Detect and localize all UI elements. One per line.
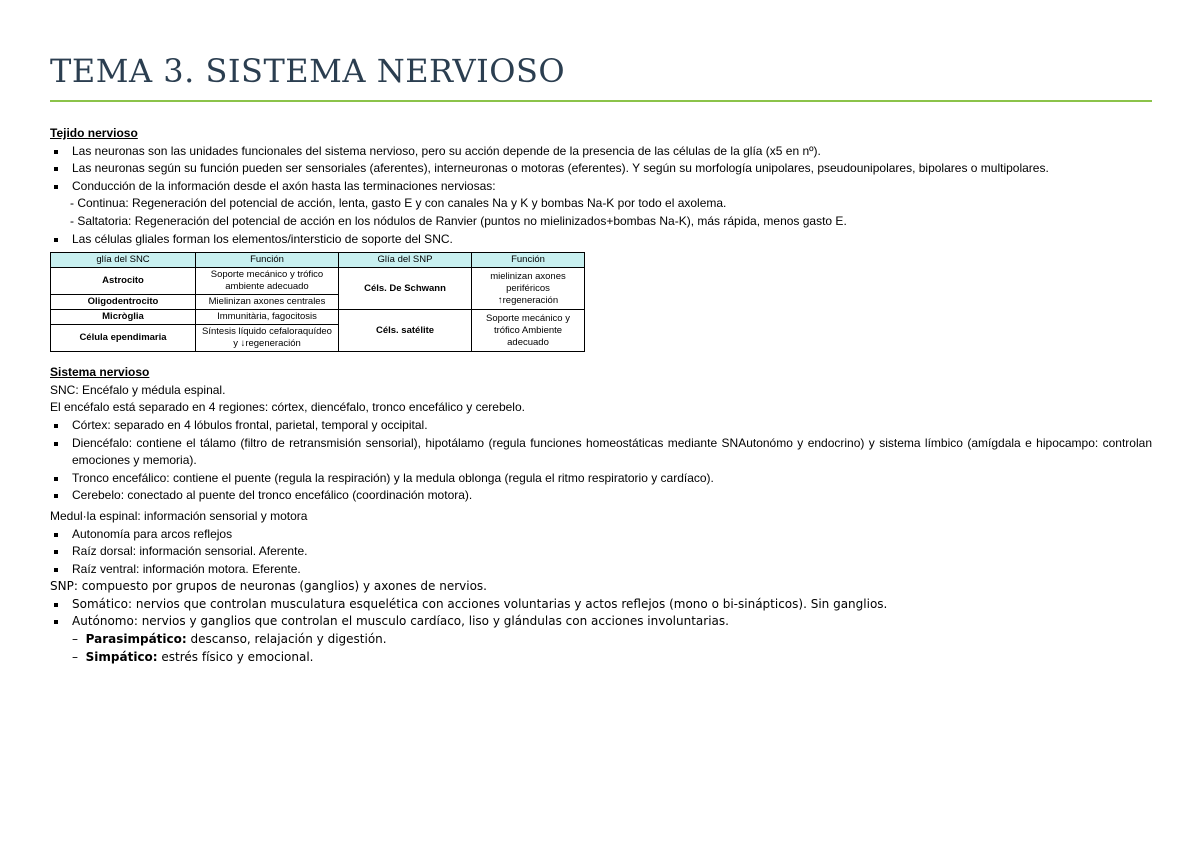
snp-list — [50, 596, 1152, 631]
dash-mark: – — [72, 649, 78, 664]
table-cell: Immunitària, fagocitosis — [196, 310, 339, 325]
parasimpatico-label: Parasimpático: — [85, 632, 187, 647]
document-body — [50, 125, 1152, 666]
table-cell: mielinizan axones periféricos ↑regeneración — [472, 268, 585, 310]
list-item: Autónomo: nervios y ganglios que controlan el musculo cardíaco, liso y glándulas con acciones involuntarias. — [50, 613, 1152, 631]
table-cell: Micròglia — [51, 310, 196, 325]
list-item — [50, 631, 1152, 649]
autonomo-list — [50, 631, 1152, 666]
table-cell: Astrocito — [51, 268, 196, 295]
list-item: Las neuronas son las unidades funcionales del sistema nervioso, pero su acción depende de la presencia de las células de la glía (x5 en nº). — [50, 143, 1152, 161]
table-header: Función — [196, 253, 339, 268]
list-item: - Continua: Regeneración del potencial de acción, lenta, gasto E y con canales Na y K y bombas Na-K por todo el axolema. — [70, 196, 727, 211]
table-cell: Céls. De Schwann — [339, 268, 472, 310]
table-header: Función — [472, 253, 585, 268]
medula-list — [50, 526, 1152, 579]
list-item: Raíz ventral: información motora. Eferente. — [50, 561, 1152, 579]
list-item: Raíz dorsal: información sensorial. Aferente. — [50, 543, 1152, 561]
tejido-list — [50, 143, 1152, 196]
table-cell: Soporte mecánico y trófico Ambiente adecuado — [472, 310, 585, 352]
tejido-list-2 — [50, 231, 1152, 249]
table-header: glía del SNC — [51, 253, 196, 268]
list-item: Autonomía para arcos reflejos — [50, 526, 1152, 544]
list-item: Conducción de la información desde el axón hasta las terminaciones nerviosas: — [50, 178, 1152, 196]
list-item: Somático: nervios que controlan musculatura esquelética con acciones voluntarias y actos reflejos (mono o bi-sinápticos). Sin ganglios. — [50, 596, 1152, 614]
list-item: Cerebelo: conectado al puente del tronco encefálico (coordinación motora). — [50, 487, 1152, 505]
list-item: Diencéfalo: contiene el tálamo (filtro de retransmisión sensorial), hipotálamo (regula funciones homeostáticas mediante SNAutonómo y endocrino) y sistema límbico (amígdala e hipocampo: controlan emociones y memoria). — [50, 435, 1152, 470]
encefalo-list — [50, 417, 1152, 505]
conduction-list — [50, 195, 1152, 230]
list-item: Tronco encefálico: contiene el puente (regula la respiración) y la medula oblonga (regula el ritmo respiratorio y cardíaco). — [50, 470, 1152, 488]
list-item: Las células gliales forman los elementos/intersticio de soporte del SNC. — [50, 231, 1152, 249]
medula-heading: Medul·la espinal: información sensorial y motora — [50, 508, 308, 523]
table-cell: Célula ependimaria — [51, 325, 196, 352]
dash-mark: – — [72, 632, 78, 647]
glia-table — [50, 252, 585, 352]
list-item — [50, 649, 1152, 667]
list-item: - Saltatoria: Regeneración del potencial de acción en los nódulos de Ranvier (puntos no mielinizados+bombas Na-K), más rápida, menos gasto E. — [70, 213, 847, 228]
section-heading-sistema: Sistema nervioso — [50, 365, 150, 380]
list-item: Las neuronas según su función pueden ser sensoriales (aferentes), interneuronas o motoras (eferentes). Y según su morfología unipolares, pseudounipolares, bipolares o multipolares. — [50, 160, 1152, 178]
table-cell: Oligodentrocito — [51, 295, 196, 310]
encefalo-line: El encéfalo está separado en 4 regiones: córtex, diencéfalo, tronco encefálico y cerebelo. — [50, 400, 525, 415]
table-header: Glía del SNP — [339, 253, 472, 268]
table-cell: Síntesis líquido cefaloraquídeo y ↓regeneración — [196, 325, 339, 352]
table-cell: Mielinizan axones centrales — [196, 295, 339, 310]
table-cell: Soporte mecánico y trófico ambiente adecuado — [196, 268, 339, 295]
list-item: Córtex: separado en 4 lóbulos frontal, parietal, temporal y occipital. — [50, 417, 1152, 435]
section-heading-tejido: Tejido nervioso — [50, 126, 138, 140]
title-divider — [50, 100, 1152, 102]
parasimpatico-text: descanso, relajación y digestión. — [186, 632, 387, 647]
simpatico-text: estrés físico y emocional. — [157, 649, 314, 664]
table-cell: Céls. satélite — [339, 310, 472, 352]
simpatico-label: Simpático: — [85, 649, 158, 664]
snc-line: SNC: Encéfalo y médula espinal. — [50, 382, 226, 397]
snp-line: SNP: compuesto por grupos de neuronas (ganglios) y axones de nervios. — [50, 579, 487, 594]
page-title: TEMA 3. SISTEMA NERVIOSO — [50, 52, 566, 90]
